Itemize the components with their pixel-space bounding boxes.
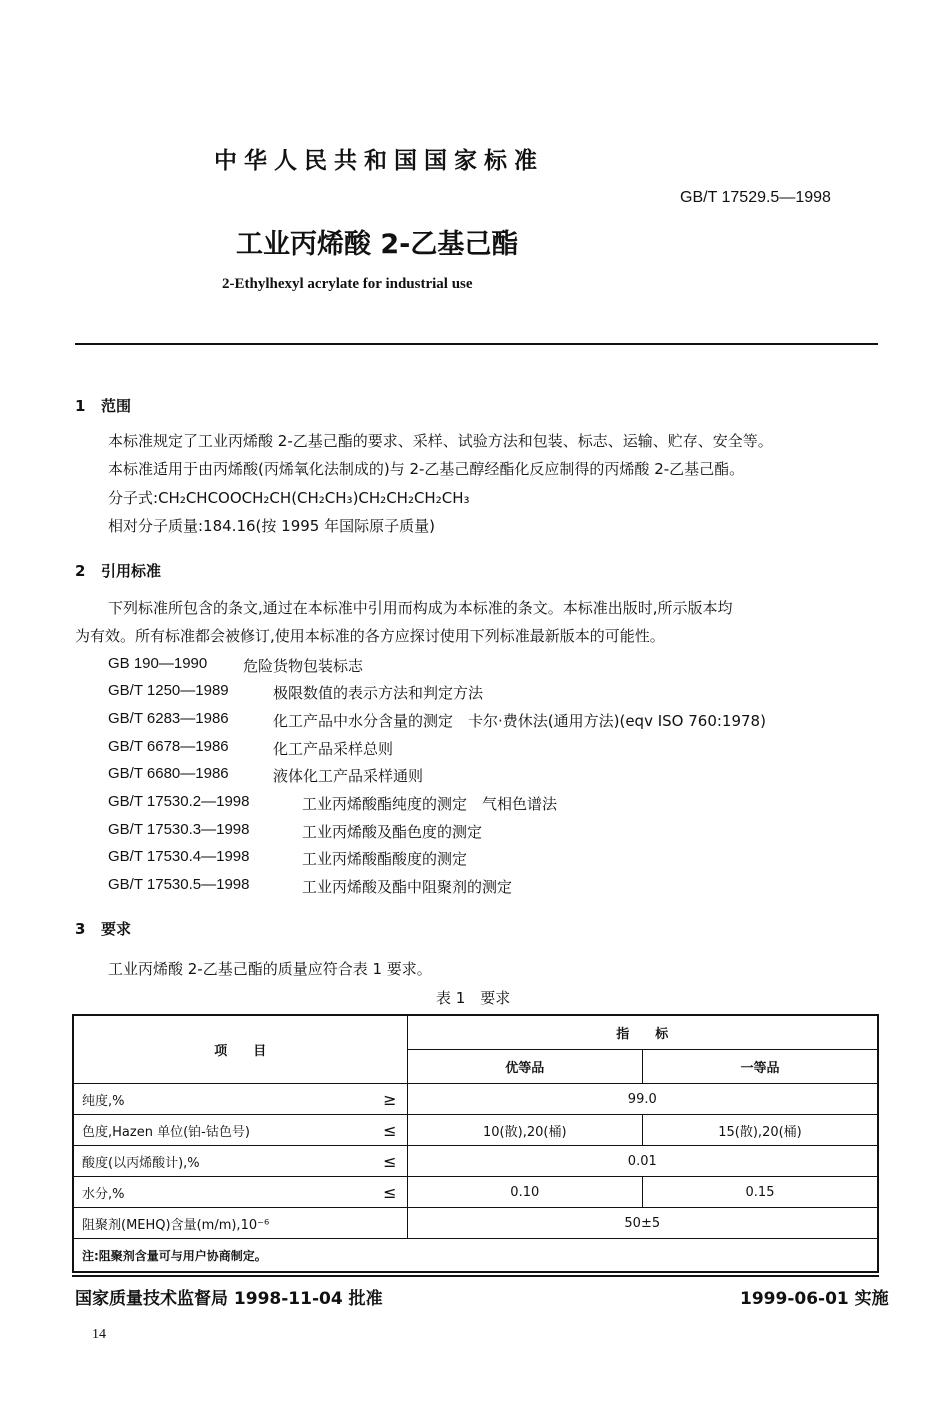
row-item (73, 1115, 407, 1146)
row-item-label: 水分,% (82, 1186, 125, 1202)
row-item-label: 阻聚剂(MEHQ)含量(m/m),10⁻⁶ (82, 1217, 270, 1233)
references-intro-line-2: 为有效。所有标准都会被修订,使用本标准的各方应探讨使用下列标准最新版本的可能性。 (75, 627, 665, 645)
table-row (73, 1146, 878, 1177)
section-number: 3 (75, 920, 86, 938)
reference-item (0, 848, 950, 870)
national-standard-heading: 中华人民共和国国家标准 (214, 148, 544, 174)
reference-code: GB/T 17530.5—1998 (108, 876, 250, 893)
section-2-heading (75, 560, 161, 581)
section-3-heading (75, 918, 131, 939)
row-item-label: 色度,Hazen 单位(铂-钴色号) (82, 1124, 250, 1140)
table-row (73, 1084, 878, 1115)
row-value-premium: 10(散),20(桶) (407, 1115, 642, 1146)
header-first-grade: 一等品 (643, 1050, 878, 1084)
row-value: 50±5 (407, 1208, 878, 1239)
reference-title: 危险货物包装标志 (243, 657, 364, 675)
table-note-row (73, 1239, 878, 1273)
molecular-formula (108, 488, 470, 508)
formula-value: CH₂CHCOOCH₂CH(CH₂CH₃)CH₂CH₂CH₂CH₃ (158, 489, 470, 507)
table-caption: 表 1 要求 (436, 989, 511, 1007)
references-intro-line-1: 下列标准所包含的条文,通过在本标准中引用而构成为本标准的条文。本标准出版时,所示版本均 (108, 599, 733, 617)
header-divider (75, 343, 878, 345)
reference-code: GB/T 6283—1986 (108, 710, 229, 727)
row-operator: ≤ (383, 1152, 397, 1171)
row-value: 0.01 (407, 1146, 878, 1177)
table-row (73, 1177, 878, 1208)
standard-code: GB/T 17529.5—1998 (680, 189, 831, 206)
title-english: 2-Ethylhexyl acrylate for industrial use (222, 276, 473, 292)
reference-item (0, 682, 950, 704)
reference-title: 化工产品中水分含量的测定 卡尔·费休法(通用方法)(eqv ISO 760:1978) (273, 712, 766, 730)
row-operator: ≥ (383, 1090, 397, 1109)
section-1-heading (75, 395, 131, 416)
table-header-row (73, 1015, 878, 1050)
section-number: 1 (75, 397, 86, 415)
title-chinese: 工业丙烯酸 2-乙基己酯 (236, 229, 519, 260)
reference-item (0, 765, 950, 787)
reference-code: GB/T 17530.3—1998 (108, 821, 250, 838)
approval-date: 国家质量技术监督局 1998-11-04 批准 (75, 1289, 383, 1309)
reference-title: 工业丙烯酸及酯色度的测定 (302, 823, 483, 841)
section-title: 引用标准 (101, 562, 162, 580)
reference-code: GB/T 6678—1986 (108, 738, 229, 755)
row-item (73, 1084, 407, 1115)
section-title: 范围 (101, 397, 132, 415)
row-value-premium: 0.10 (407, 1177, 642, 1208)
row-item-label: 纯度,% (82, 1093, 125, 1109)
implementation-date: 1999-06-01 实施 (740, 1289, 889, 1309)
row-value-first: 0.15 (643, 1177, 878, 1208)
reference-item (0, 655, 950, 677)
reference-title: 工业丙烯酸酯纯度的测定 气相色谱法 (302, 795, 558, 813)
reference-code: GB/T 17530.4—1998 (108, 848, 250, 865)
scope-paragraph-1: 本标准规定了工业丙烯酸 2-乙基己酯的要求、采样、试验方法和包装、标志、运输、贮存、安全等。 (108, 432, 773, 450)
reference-item (0, 710, 950, 732)
header-item: 项 目 (73, 1015, 407, 1084)
reference-code: GB/T 17530.2—1998 (108, 793, 250, 810)
reference-code: GB/T 1250—1989 (108, 682, 229, 699)
reference-code: GB 190—1990 (108, 655, 208, 672)
formula-label: 分子式: (108, 489, 159, 507)
row-item (73, 1146, 407, 1177)
reference-title: 液体化工产品采样通则 (273, 767, 424, 785)
reference-item (0, 821, 950, 843)
reference-item (0, 793, 950, 815)
molecular-mass: 相对分子质量:184.16(按 1995 年国际原子质量) (108, 517, 435, 535)
row-value: 99.0 (407, 1084, 878, 1115)
header-index: 指 标 (407, 1015, 878, 1050)
reference-item (0, 738, 950, 760)
table-row (73, 1115, 878, 1146)
row-item (73, 1208, 407, 1239)
reference-title: 工业丙烯酸及酯中阻聚剂的测定 (302, 878, 513, 896)
table-note: 注:阻聚剂含量可与用户协商制定。 (73, 1239, 878, 1273)
row-item (73, 1177, 407, 1208)
requirements-table (72, 1014, 879, 1273)
reference-item (0, 876, 950, 898)
reference-title: 化工产品采样总则 (273, 740, 394, 758)
page-number: 14 (92, 1327, 106, 1342)
header-premium-grade: 优等品 (407, 1050, 642, 1084)
footer-divider (72, 1275, 879, 1277)
section-title: 要求 (101, 920, 132, 938)
reference-title: 工业丙烯酸酯酸度的测定 (302, 850, 468, 868)
row-value-first: 15(散),20(桶) (643, 1115, 878, 1146)
table-row (73, 1208, 878, 1239)
reference-title: 极限数值的表示方法和判定方法 (273, 684, 484, 702)
reference-code: GB/T 6680—1986 (108, 765, 229, 782)
row-operator: ≤ (383, 1183, 397, 1202)
row-operator: ≤ (383, 1121, 397, 1140)
requirements-intro: 工业丙烯酸 2-乙基己酯的质量应符合表 1 要求。 (108, 960, 432, 978)
section-number: 2 (75, 562, 86, 580)
scope-paragraph-2: 本标准适用于由丙烯酸(丙烯氧化法制成的)与 2-乙基己醇经酯化反应制得的丙烯酸 2-乙基己酯。 (108, 460, 745, 478)
row-item-label: 酸度(以丙烯酸计),% (82, 1155, 200, 1171)
